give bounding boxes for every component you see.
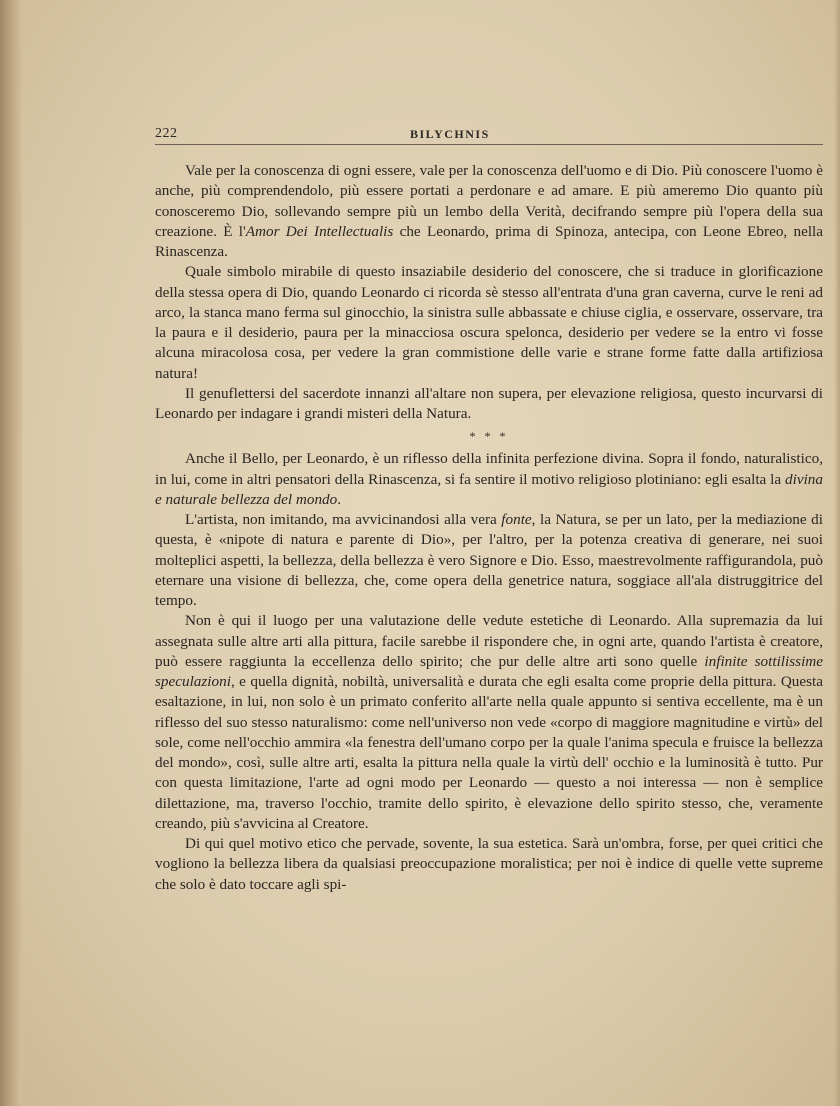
paragraph-2: Quale simbolo mirabile di questo insaziabile desiderio del conoscere, che si traduce in glorificazione della stessa opera di Dio, quando Leonardo ci ricorda sè stesso all'entrata d'una gran caverna, curve le reni ad arco, la stanca mano ferma sul ginocchio, la sinistra sulle abbassate e chiuse ciglia, e osservare, osservare, tra la paura e il desiderio, paura per la minacciosa oscura spelonca, desiderio per vedere se la entro vi fosse alcuna miracolosa cosa, per vedere la gran commistione delle varie e strane forme fatte dalla artifiziosa natura! xyxy=(155,263,823,382)
paragraph-1-text-a: Vale per la conoscenza di ogni essere, vale per la conoscenza dell'uomo e di Dio. Più conoscere l'uomo è anche, più comprendendolo, più essere portati a perdonare e ad amare. E più ameremo Dio quanto più conosceremo Dio, sollevando sempre più un lembo della Verità, decifrando sempre più l'opera della sua creazione. È l' xyxy=(155,162,823,240)
paragraph-4-text-b: . xyxy=(337,490,342,508)
page-right-edge xyxy=(834,0,840,1106)
paragraph-5-text-b: , la Natura, se per un lato, per la mediazione di questa, è «nipote di natura e parente di Dio», per l'altro, per la potenza creativa di generare, nei suoi molteplici aspetti, la bellezza, della bellezza è vero Signore e Dio. Esso, maestrevolmente raffigurandola, può eternare una visione di bellezza, che, come opera della genetrice natura, soggiace all'ala distruggitrice del tempo. xyxy=(155,511,823,609)
article-body xyxy=(155,161,823,895)
paragraph-6-italic: infinite sottilissime speculazioni xyxy=(155,652,823,690)
section-separator: * * * xyxy=(469,429,509,444)
running-head: BILYCHNIS xyxy=(410,127,490,141)
paragraph-4-italic: divina e naturale bellezza del mondo xyxy=(155,470,823,508)
page-header xyxy=(155,124,823,145)
paragraph-1 xyxy=(155,161,823,262)
paragraph-3: Il genuflettersi del sacerdote innanzi all'altare non supera, per elevazione religiosa, questo incurvarsi di Leonardo per indagare i grandi misteri della Natura. xyxy=(155,384,823,422)
page-binding-edge xyxy=(0,0,22,1106)
paragraph-6-text-b: , e quella dignità, nobiltà, universalità e durata che egli esalta come proprie della pittura. Questa esaltazione, in lui, non solo è un primato conferito all'arte nella quale appunto si sentiva eccellente, ma è un riflesso del suo stesso naturalismo: come nell'universo non vede «corpo di maggiore magnitudine e virtù» del sole, come nell'occhio ammira «la fenestra dell'umano corpo per la quale l'anima specula e fruisce la bellezza del mondo», così, sulle altre arti, esalta la pittura nella quale la virtù dell' occhio e la luminosità è tutto. Pur con questa limitazione, l'arte ad ogni modo per Leonardo — questo a noi interessa — non è semplice dilettazione, ma, traverso l'occhio, tramite dello spirito, è elevazione dello spirito stesso, che, veramente creando, più s'avvicina al Creatore. xyxy=(155,673,823,832)
paragraph-1-italic: Amor Dei Intellectualis xyxy=(245,222,394,240)
paragraph-4-text-a: Anche il Bello, per Leonardo, è un riflesso della infinita perfezione divina. Sopra il fondo, naturalistico, in lui, come in altri pensatori della Rinascenza, si fa sentire il motivo religioso plotiniano: egli esalta la xyxy=(155,450,823,488)
paragraph-7: Di qui quel motivo etico che pervade, sovente, la sua estetica. Sarà un'ombra, forse, per quei critici che vogliono la bellezza libera da qualsiasi preoccupazione moralistica; per noi è indice di quelle vette supreme che solo è dato toccare agli spi- xyxy=(155,835,823,893)
paragraph-5-italic: fonte xyxy=(501,511,532,528)
paragraph-5 xyxy=(155,510,823,611)
page-number: 222 xyxy=(155,126,178,141)
paragraph-6 xyxy=(155,611,823,834)
paragraph-4 xyxy=(155,449,823,510)
paragraph-6-text-a: Non è qui il luogo per una valutazione delle vedute estetiche di Leonardo. Alla supremazia da lui assegnata sulle altre arti alla pittura, facile sarebbe il rispondere che, in ogni arte, quando l'artista è creatore, può essere raggiunta la eccellenza dello spirito; che pur delle altre arti sono quelle xyxy=(155,612,823,670)
paragraph-5-text-a: L'artista, non imitando, ma avvicinandosi alla vera xyxy=(185,511,502,528)
paragraph-1-text-b: che Leonardo, prima di Spinoza, antecipa, con Leone Ebreo, nella Rinascenza. xyxy=(155,222,824,260)
